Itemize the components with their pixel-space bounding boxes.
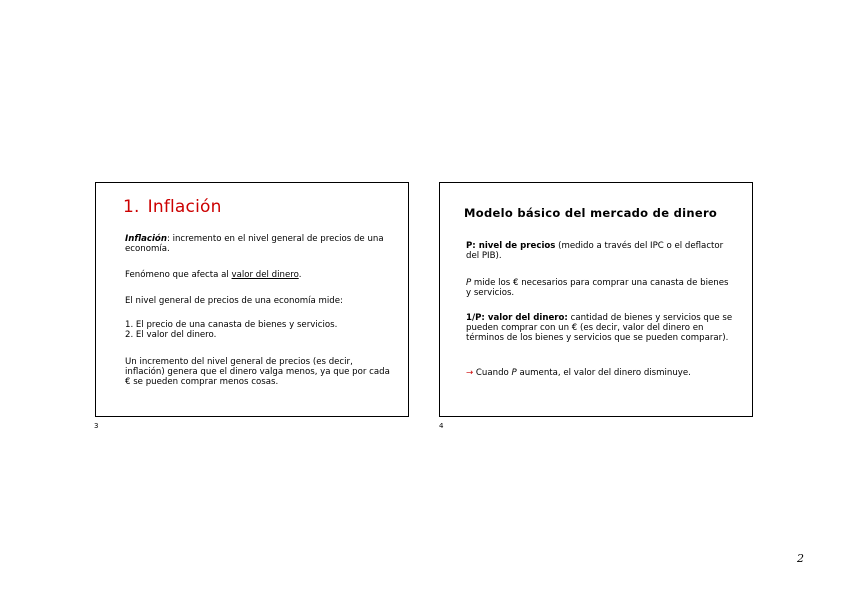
- slide-number: 3: [94, 422, 99, 430]
- slide-title: [123, 197, 222, 217]
- page-number: 2: [797, 552, 804, 565]
- price-measure-paragraph: [466, 278, 736, 298]
- slide-3: [95, 182, 409, 417]
- money-value-underlined: valor del dinero: [231, 270, 299, 280]
- definition-term: Inflación: [125, 234, 167, 244]
- phenomenon-paragraph: [125, 270, 395, 280]
- money-value-paragraph: [466, 313, 736, 343]
- money-value-term: 1/P: valor del dinero:: [466, 313, 568, 323]
- slide-number: 4: [439, 422, 444, 430]
- price-measure-text: mide los € necesarios para comprar una canasta de bienes y servicios.: [466, 278, 729, 298]
- phenomenon-text: Fenómeno que afecta al: [125, 270, 232, 280]
- phenomenon-period: .: [298, 270, 302, 280]
- title-text: Inflación: [147, 197, 222, 217]
- title-number: 1.: [123, 197, 140, 217]
- conclusion-text: aumenta, el valor del dinero disminuye.: [516, 368, 691, 378]
- price-level-paragraph: [466, 241, 736, 261]
- variable-p: P: [466, 278, 472, 288]
- slide-4: [439, 182, 753, 417]
- conclusion-pre: Cuando: [473, 368, 512, 378]
- definition-paragraph: [125, 234, 395, 254]
- measures-list: [125, 320, 395, 340]
- money-value-text: cantidad de bienes y servicios que se pueden comprar con un € (es decir, valor del dinero en términos de los bienes y servicios que se pueden comparar).: [466, 313, 733, 343]
- slide-title: Modelo básico del mercado de dinero: [464, 206, 718, 220]
- variable-p: P: [511, 368, 517, 378]
- list-item: 1. El precio de una canasta de bienes y servicios.: [125, 320, 338, 330]
- conclusion-paragraph: Un incremento del nivel general de precios (es decir, inflación) genera que el dinero valga menos, ya que por cada € se pueden comprar menos cosas.: [125, 357, 390, 387]
- price-level-term: P: nivel de precios: [466, 241, 556, 251]
- conclusion-paragraph: [466, 368, 736, 378]
- right-arrow-icon: →: [466, 368, 474, 378]
- definition-text: : incremento en el nivel general de precios de una economía.: [125, 234, 384, 254]
- price-level-text: (medido a través del IPC o el deflactor del PIB).: [466, 241, 724, 261]
- measures-paragraph: El nivel general de precios de una economía mide:: [125, 296, 343, 306]
- list-item: 2. El valor del dinero.: [125, 330, 217, 340]
